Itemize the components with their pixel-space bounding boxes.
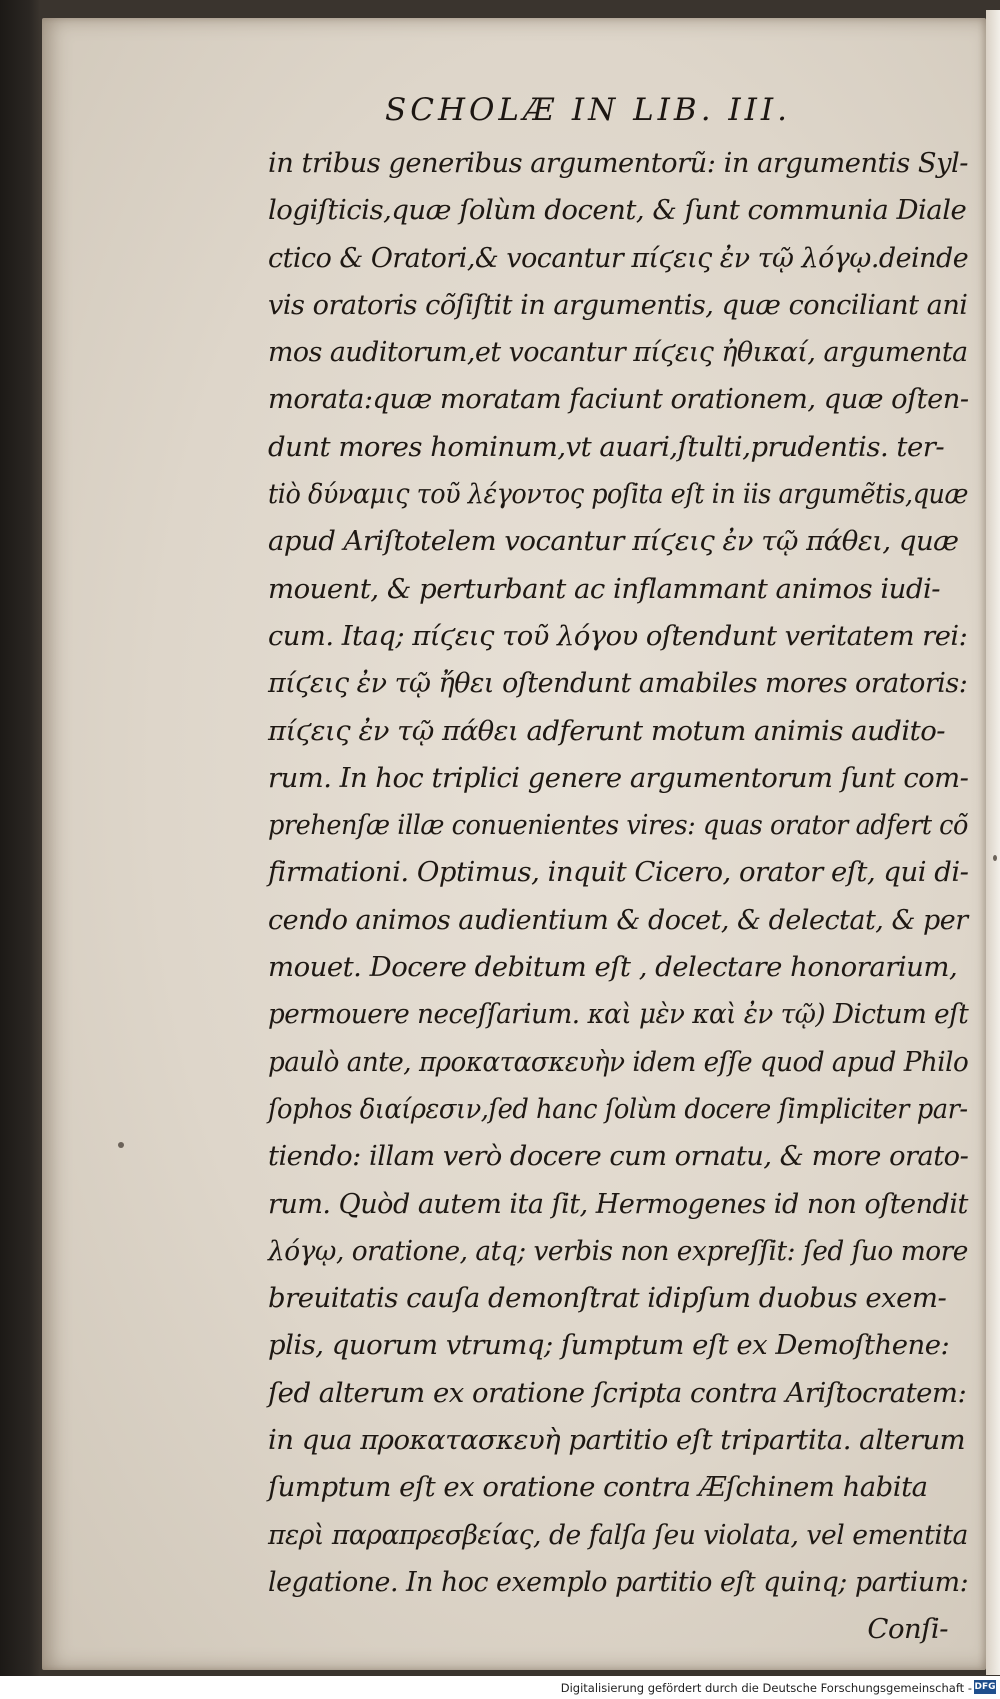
text-line: firmationi. Optimus, inquit Cicero, orator eſt, qui di-: [268, 856, 969, 889]
text-line: morata:quæ moratam faciunt orationem, quæ oſten-: [268, 383, 969, 416]
text-line: apud Ariſtotelem vocantur πίϛεις ἐν τῷ πάθει, quæ: [268, 525, 959, 558]
text-line: legatione. In hoc exemplo partitio eſt quinq; partium:: [268, 1565, 969, 1598]
text-line: prehenſæ illæ conuenientes vires: quas orator adfert cõ: [268, 809, 968, 842]
page-blemish: [118, 1142, 124, 1148]
text-line: cum. Itaq; πίϛεις τοῦ λόγου oſtendunt veritatem rei:: [268, 619, 968, 652]
text-line: περὶ παραπρεσβείας, de falſa ſeu violata, vel ementita: [268, 1518, 968, 1551]
text-line: tiò δύναμις τοῦ λέγοντος poſita eſt in iis argumẽtis,quæ: [268, 478, 968, 511]
text-line: dunt mores hominum,vt auari,ſtulti,prudentis. ter-: [268, 430, 945, 463]
text-line: in qua προκατασκευὴ partitio eſt tripartita. alterum: [268, 1424, 966, 1457]
text-line: in tribus generibus argumentorũ: in argumentis Syl-: [268, 147, 968, 179]
text-line: breuitatis cauſa demonſtrat idipſum duobus exem-: [268, 1282, 947, 1315]
text-line: plis, quorum vtrumq; ſumptum eſt ex Demoſthene:: [268, 1329, 950, 1362]
page-blemish: [993, 855, 997, 861]
dfg-logo: DFG: [974, 1682, 996, 1692]
text-line: tiendo: illam verò docere cum ornatu, & more orato-: [268, 1140, 969, 1173]
catchword: Conſi-: [867, 1613, 948, 1646]
text-line: vis oratoris cõſiſtit in argumentis, quæ conciliant ani: [268, 288, 968, 321]
funding-credit: Digitalisierung gefördert durch die Deutsche Forschungsgemeinschaft -: [560, 1681, 972, 1695]
text-line: ctico & Oratori,& vocantur πίϛεις ἐν τῷ λόγῳ.deinde: [268, 241, 969, 274]
text-line: λόγῳ, oratione, atq; verbis non expreſſit: ſed ſuo more: [268, 1234, 968, 1267]
text-line: cendo animos audientium & docet, & delectat, & per: [268, 903, 968, 936]
text-line: mouent, & perturbant ac inflammant animos iudi-: [268, 572, 941, 605]
running-head: SCHOLÆ IN LIB. III.: [385, 92, 792, 128]
text-line: mouet. Docere debitum eſt , delectare honorarium,: [268, 951, 958, 984]
text-line: rum. Quòd autem ita ſit, Hermogenes id non oſtendit: [268, 1187, 968, 1220]
text-line: ſumptum eſt ex oratione contra Æſchinem habita: [268, 1471, 928, 1504]
text-line: πίϛεις ἐν τῷ πάθει adferunt motum animis audito-: [268, 714, 946, 747]
text-line: paulò ante, προκατασκευὴν idem eſſe quod apud Philo: [268, 1045, 969, 1078]
page-edge: [986, 10, 1000, 1675]
text-line: ſophos διαίρεσιν,ſed hanc ſolùm docere ſimpliciter par-: [268, 1092, 968, 1125]
text-line: mos auditorum,et vocantur πίϛεις ἠθικαί, argumenta: [268, 336, 968, 369]
text-line: permouere neceſſarium. καὶ μὲν καὶ ἐν τῷ) Dictum eſt: [268, 998, 969, 1031]
text-line: πίϛεις ἐν τῷ ἤθει oſtendunt amabiles mores oratoris:: [268, 667, 968, 700]
text-line: ſed alterum ex oratione ſcripta contra Ariſtocratem:: [268, 1376, 967, 1409]
text-line: rum. In hoc triplici genere argumentorum ſunt com-: [268, 761, 969, 794]
text-line: logiſticis,quæ ſolùm docent, & ſunt communia Diale: [268, 194, 967, 227]
body-text: [268, 140, 978, 1654]
